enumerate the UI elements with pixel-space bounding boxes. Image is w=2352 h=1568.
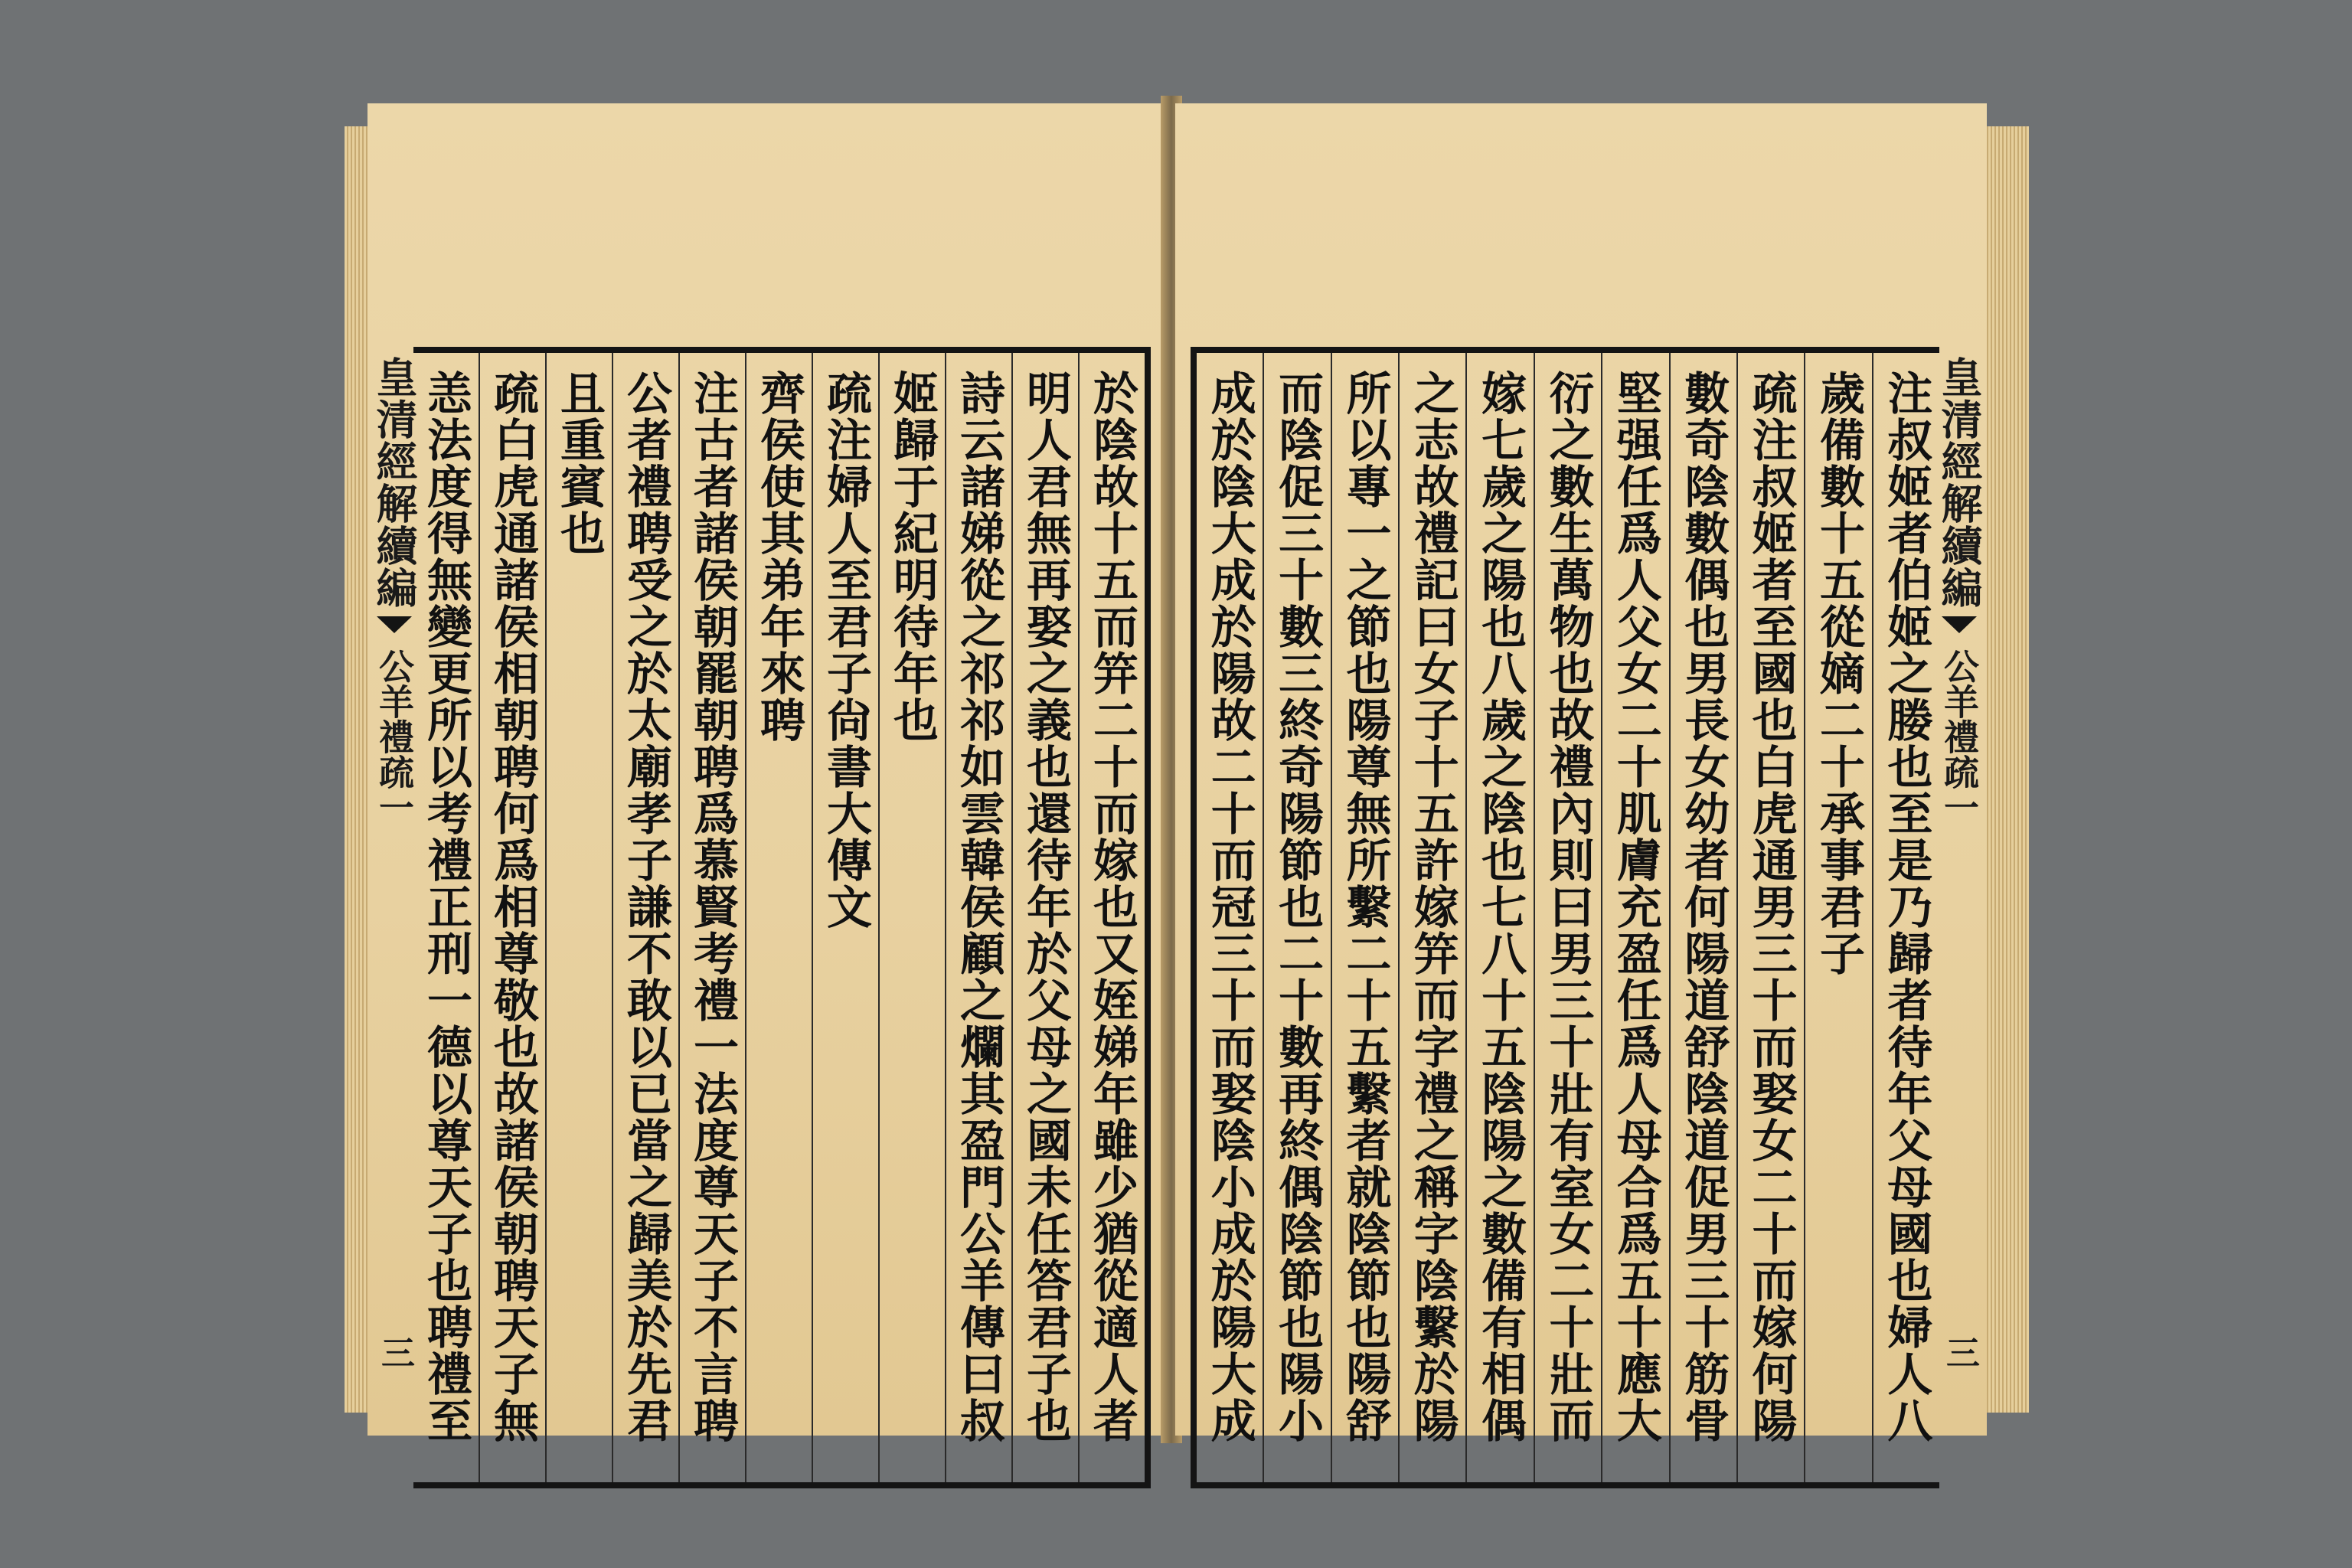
column-text: 衍之數生萬物也故禮內則曰男三十壯有室女二十壯而 [1541, 370, 1595, 1444]
text-frame [1191, 347, 1939, 1488]
text-column [1078, 353, 1145, 1482]
text-column [945, 353, 1011, 1482]
column-text: 而陰促三十數三終奇陽節也二十數再終偶陰節也陽小 [1271, 370, 1325, 1444]
text-column [545, 353, 612, 1482]
column-text: 於陰故十五而笄二十而嫁也又姪娣年雖少猶從適人者 [1086, 370, 1138, 1444]
text-column [812, 353, 878, 1482]
column-text: 成於陰大成於陽故二十而冠三十而娶陰小成於陽大成 [1203, 370, 1256, 1444]
text-column [1263, 353, 1330, 1482]
column-text: 之志故禮記曰女子十五許嫁笄而字禮之稱字陰繫於陽 [1406, 370, 1459, 1444]
right-page-banxin [1929, 347, 1989, 1476]
banxin-subtitle: 公羊禮疏一 [1939, 648, 1980, 825]
text-column [1465, 353, 1533, 1482]
text-column [878, 353, 945, 1482]
page-stack-right [1983, 126, 2029, 1413]
open-book [345, 96, 2029, 1443]
column-text: 公者禮聘受之於太廟孝子謙不敢以已當之歸美於先君 [619, 370, 672, 1444]
text-column [1398, 353, 1465, 1482]
text-column [1197, 353, 1263, 1482]
column-text: 恙法度得無變更所以考禮正刑一德以尊天子也聘禮至 [420, 370, 472, 1444]
left-page [368, 103, 1164, 1444]
column-text: 且重賓也 [553, 370, 606, 557]
column-text: 疏注婦人至君子尙書大傳文 [819, 370, 872, 930]
column-text: 疏注叔姬者至國也白虎通男三十而娶女二十而嫁何陽 [1744, 370, 1798, 1444]
text-frame [413, 347, 1151, 1488]
text-column [1601, 353, 1668, 1482]
text-columns [413, 353, 1145, 1482]
text-column [479, 353, 545, 1482]
text-column [1736, 353, 1804, 1482]
banxin-subtitle: 公羊禮疏一 [374, 648, 415, 825]
text-column [1804, 353, 1871, 1482]
text-column [413, 353, 479, 1482]
column-text: 詩云諸娣從之祁祁如雲韓侯顧之爛其盈門公羊傳曰叔 [952, 370, 1005, 1444]
banxin-title: 皇清經解續編 [370, 356, 419, 609]
column-text: 歲備數十五從嫡二十承事君子 [1811, 370, 1865, 977]
text-columns [1197, 353, 1939, 1482]
banxin-title: 皇清經解續編 [1935, 356, 1984, 609]
text-column [1331, 353, 1398, 1482]
text-column [1011, 353, 1078, 1482]
column-text: 注叔姬者伯姬之媵也至是乃歸者待年父母國也婦人八 [1880, 370, 1933, 1444]
column-text: 數奇陰數偶也男長女幼者何陽道舒陰道促男三十筋骨 [1677, 370, 1730, 1444]
column-text: 姬歸于紀明待年也 [886, 370, 939, 743]
text-column [1669, 353, 1736, 1482]
page-number: 三 [375, 1335, 414, 1369]
fish-tail-mark [377, 616, 412, 633]
column-text: 注古者諸侯朝罷朝聘爲慕賢考禮一法度尊天子不言聘 [686, 370, 739, 1444]
right-page [1175, 103, 1987, 1444]
column-text: 所以專一之節也陽尊無所繫二十五繫者就陰節也陽舒 [1338, 370, 1392, 1444]
column-text: 齊侯使其弟年來聘 [753, 370, 805, 743]
column-text: 堅强任爲人父女二十肌膚充盈任爲人母合爲五十應大 [1609, 370, 1662, 1444]
column-text: 明人君無再娶之義也還待年於父母之國未任答君子也 [1019, 370, 1072, 1444]
page-number: 三 [1940, 1335, 1979, 1369]
column-text: 嫁七歲之陽也八歲之陰也七八十五陰陽之數備有相偶 [1474, 370, 1527, 1444]
column-text: 疏白虎通諸侯相朝聘何爲相尊敬也故諸侯朝聘天子無 [486, 370, 539, 1444]
text-column [1534, 353, 1601, 1482]
text-column [678, 353, 745, 1482]
text-column [745, 353, 812, 1482]
fish-tail-mark [1942, 616, 1977, 633]
text-column [612, 353, 678, 1482]
